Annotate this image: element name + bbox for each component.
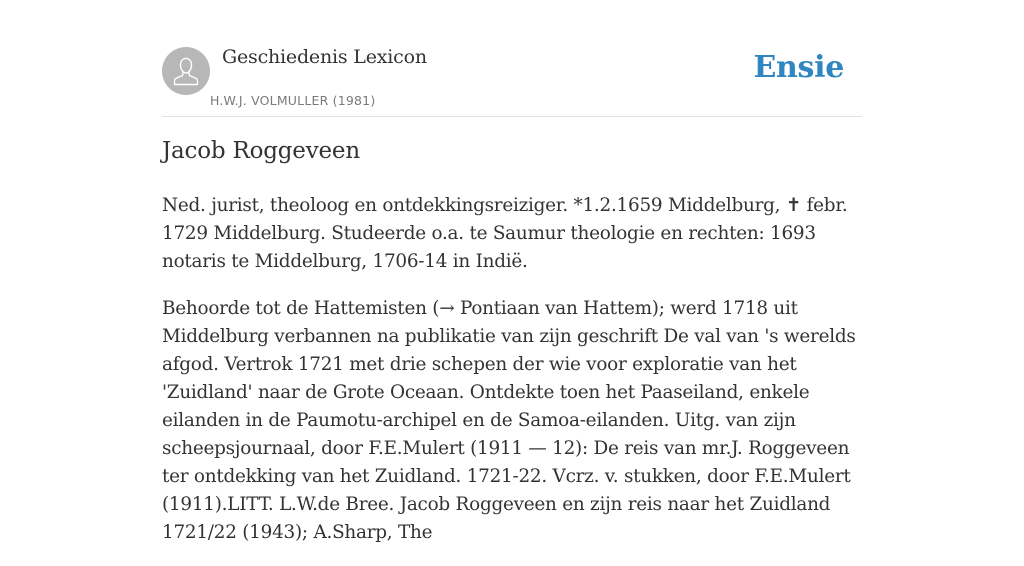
article-paragraph: Behoorde tot de Hattemisten (→ Pontiaan van Hattem); werd 1718 uit Middelburg verbannen na publikatie van zijn geschrift De val van 's werelds afgod. Vertrok 1721 met drie schepen der wie voor exploratie van het 'Zuidland' naar de Grote Oceaan. Ontdekte toen het Paaseiland, enkele eilanden in de Paumotu-archipel en de Samoa-eilanden. Uitg. van zijn scheepsjournaal, door F.E.Mulert (1911 — 12): De reis van mr.J. Roggeveen ter ontdekking van het Zuidland. 1721-22. Vcrz. v. stukken, door F.E.Mulert (1911).LITT. L.W.de Bree. Jacob Roggeveen en zijn reis naar het Zuidland 1721/22 (1943); A.Sharp, The xyxy=(162,298,856,543)
article-body xyxy=(162,192,862,566)
source-header xyxy=(162,46,862,117)
brand-logo[interactable]: Ensie xyxy=(753,50,844,85)
article-title: Jacob Roggeveen xyxy=(162,138,360,164)
source-author[interactable]: H.W.J. VOLMULLER (1981) xyxy=(210,93,376,108)
user-silhouette-icon[interactable] xyxy=(162,47,210,95)
source-title[interactable]: Geschiedenis Lexicon xyxy=(222,46,427,68)
article-paragraph: Ned. jurist, theoloog en ontdekkingsreiziger. *1.2.1659 Middelburg, ✝ febr. 1729 Middelburg. Studeerde o.a. te Saumur theologie en rechten: 1693 notaris te Middelburg, 1706-14 in Indië. xyxy=(162,195,848,272)
